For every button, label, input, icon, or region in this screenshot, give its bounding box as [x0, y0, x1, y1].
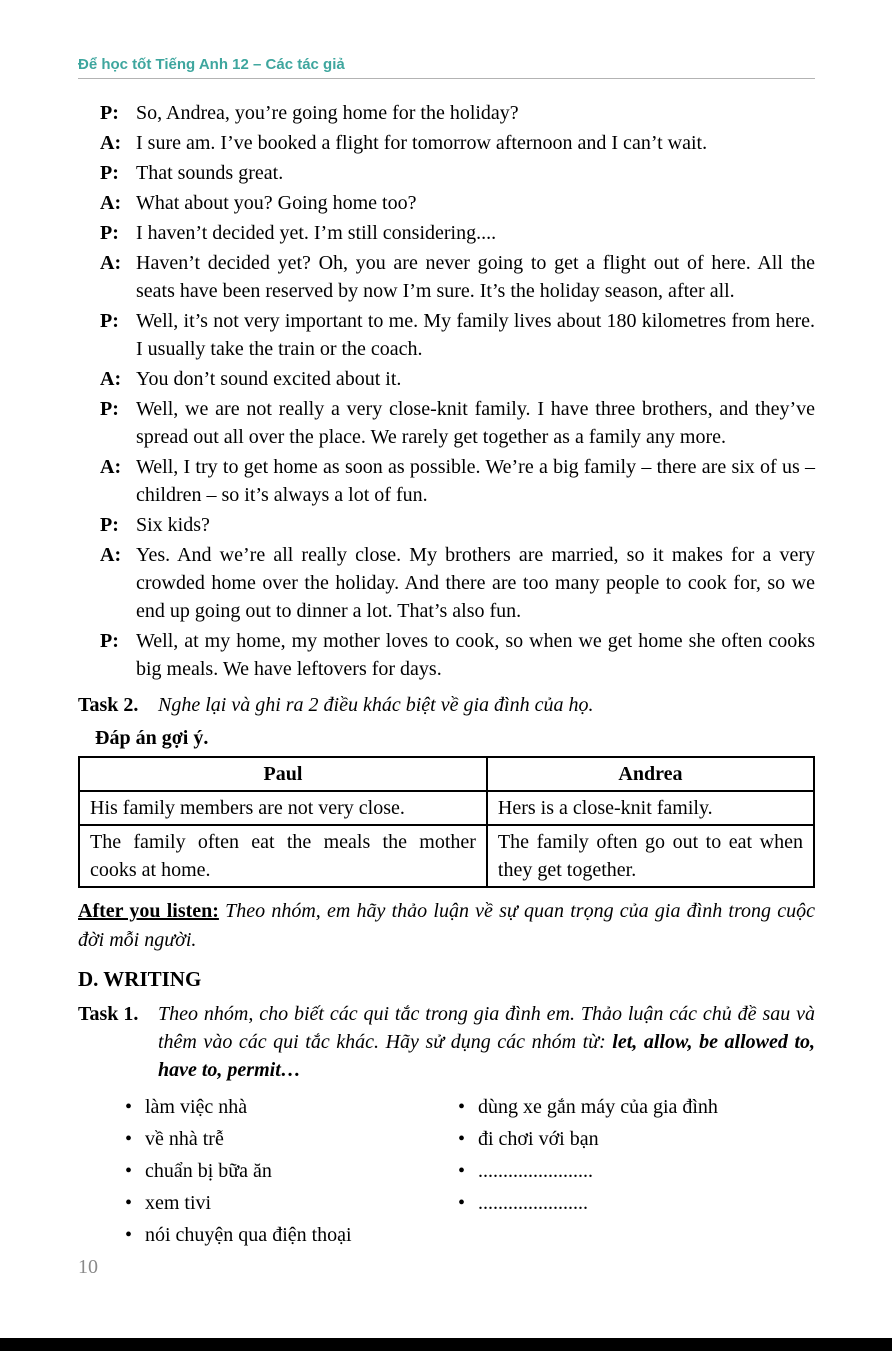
bullet-item: • nói chuyện qua điện thoại — [125, 1224, 458, 1246]
dialogue-line — [100, 99, 815, 127]
bullet-list-right — [458, 1096, 815, 1214]
bullet-column-right — [458, 1096, 815, 1256]
bullet-item: • ...................... — [458, 1192, 815, 1214]
task1-instruction: Theo nhóm, cho biết các qui tắc trong gia đình em. Thảo luận các chủ đề sau và thêm vào các qui tắc khác. Hãy sử dụng các nhóm từ: — [158, 1003, 815, 1053]
running-header: Để học tốt Tiếng Anh 12 – Các tác giả — [78, 56, 815, 79]
task1-bold-terms: let, allow, be allowed to, have to, permit… — [158, 1031, 815, 1081]
dialogue-text: Well, we are not really a very close-knit family. I have three brothers, and they’ve spread out all over the place. We rarely get together as a family any more. — [136, 398, 815, 448]
section-d-writing-heading: D. WRITING — [78, 967, 202, 991]
dialogue-text: Well, I try to get home as soon as possible. We’re a big family – there are six of us – children – so it’s always a lot of fun. — [136, 456, 815, 506]
dialogue-speaker: P: — [100, 514, 119, 536]
dialogue-speaker: P: — [100, 162, 119, 184]
dialogue-text: I sure am. I’ve booked a flight for tomorrow afternoon and I can’t wait. — [136, 132, 708, 154]
dialogue-text: That sounds great. — [136, 162, 284, 184]
dialogue-text: You don’t sound excited about it. — [136, 368, 402, 390]
page-number: 10 — [78, 1256, 98, 1278]
dialogue — [78, 99, 815, 683]
dialogue-speaker: P: — [100, 222, 119, 244]
dialogue-speaker: A: — [100, 544, 122, 566]
dialogue-line — [100, 541, 815, 625]
dialogue-text: Well, it’s not very important to me. My family lives about 180 kilometres from here. I usually take the train or the coach. — [136, 310, 815, 360]
dialogue-line — [100, 189, 815, 217]
bullet-column-left — [78, 1096, 458, 1256]
dialogue-line — [100, 129, 815, 157]
after-you-listen — [78, 897, 815, 955]
dialogue-speaker: A: — [100, 192, 122, 214]
table-header-cell: Paul — [79, 757, 487, 791]
dialogue-line — [100, 453, 815, 509]
answer-table-head-row — [79, 757, 814, 791]
bullet-item: • chuẩn bị bữa ăn — [125, 1160, 458, 1182]
dialogue-speaker: P: — [100, 398, 119, 420]
dialogue-text: I haven’t decided yet. I’m still considering.... — [136, 222, 497, 244]
table-cell: Hers is a close-knit family. — [487, 791, 814, 825]
bullet-item: • dùng xe gắn máy của gia đình — [458, 1096, 815, 1118]
table-cell: The family often eat the meals the mother cooks at home. — [79, 825, 487, 887]
dialogue-line — [100, 365, 815, 393]
table-cell: His family members are not very close. — [79, 791, 487, 825]
bullet-item: • làm việc nhà — [125, 1096, 458, 1118]
dialogue-speaker: A: — [100, 132, 122, 154]
dialogue-speaker: P: — [100, 630, 119, 652]
task1-text — [158, 1000, 815, 1084]
after-you-listen-text: Theo nhóm, em hãy thảo luận về sự quan trọng của gia đình trong cuộc đời mỗi người. — [78, 900, 815, 951]
answer-table — [78, 756, 815, 888]
answer-heading: Đáp án gợi ý. — [95, 727, 209, 749]
after-you-listen-label: After you listen: — [78, 900, 219, 922]
task1-label: Task 1. — [78, 1003, 139, 1025]
bullet-item: • về nhà trễ — [125, 1128, 458, 1150]
dialogue-line — [100, 159, 815, 187]
dialogue-line — [100, 395, 815, 451]
task2-label: Task 2. — [78, 694, 139, 716]
dialogue-speaker: A: — [100, 368, 122, 390]
dialogue-line — [100, 249, 815, 305]
dialogue-text: Haven’t decided yet? Oh, you are never going to get a flight out of here. All the seats have been reserved by now I’m sure. It’s the holiday season, after all. — [136, 252, 815, 302]
bullet-list-left — [125, 1096, 458, 1246]
scan-bottom-edge — [0, 1338, 892, 1351]
dialogue-line — [100, 307, 815, 363]
dialogue-line — [100, 627, 815, 683]
table-header-cell: Andrea — [487, 757, 814, 791]
dialogue-line — [100, 511, 815, 539]
bullet-item: • đi chơi với bạn — [458, 1128, 815, 1150]
dialogue-text: Six kids? — [136, 514, 210, 536]
table-cell: The family often go out to eat when they get together. — [487, 825, 814, 887]
table-row — [79, 825, 814, 887]
bullet-item: • ....................... — [458, 1160, 815, 1182]
dialogue-text: So, Andrea, you’re going home for the holiday? — [136, 102, 519, 124]
bullet-item: • xem tivi — [125, 1192, 458, 1214]
dialogue-speaker: P: — [100, 310, 119, 332]
topic-bullets — [78, 1096, 815, 1256]
task2-line — [78, 691, 815, 719]
dialogue-speaker: P: — [100, 102, 119, 124]
task1-line — [78, 1000, 815, 1084]
answer-table-body — [79, 791, 814, 887]
dialogue-speaker: A: — [100, 252, 122, 274]
dialogue-speaker: A: — [100, 456, 122, 478]
dialogue-text: What about you? Going home too? — [136, 192, 417, 214]
table-row — [79, 791, 814, 825]
task2-text: Nghe lại và ghi ra 2 điều khác biệt về gia đình của họ. — [158, 694, 594, 716]
dialogue-line — [100, 219, 815, 247]
dialogue-text: Well, at my home, my mother loves to cook, so when we get home she often cooks big meals. We have leftovers for days. — [136, 630, 815, 680]
dialogue-text: Yes. And we’re all really close. My brothers are married, so it makes for a very crowded home over the holiday. And there are too many people to cook for, so we end up going out to dinner a lot. That’s also fun. — [136, 544, 815, 622]
